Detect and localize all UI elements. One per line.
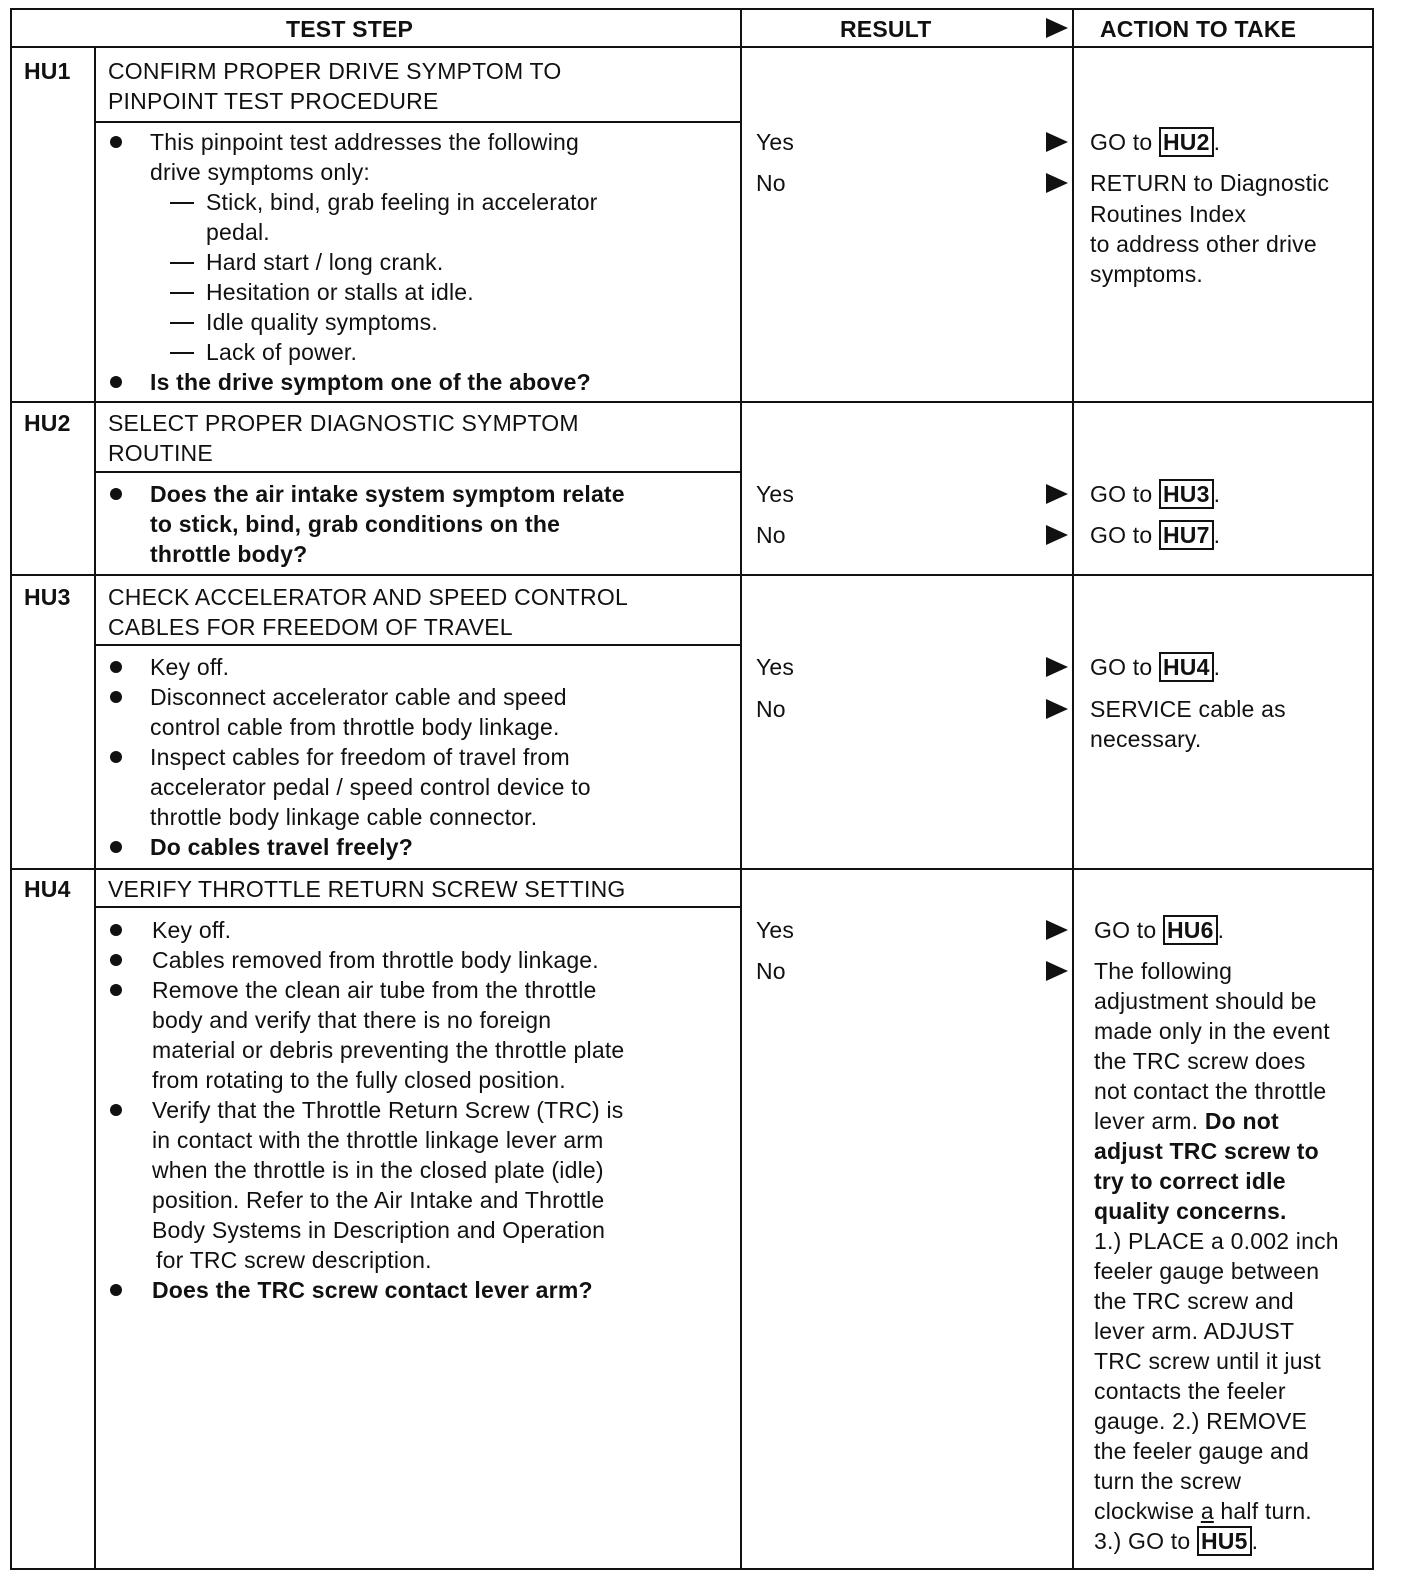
action-no-line: feeler gauge between xyxy=(1094,1258,1320,1284)
arrow-icon xyxy=(1046,484,1068,504)
arrow-icon xyxy=(1046,657,1068,677)
header-result: RESULT xyxy=(840,16,932,42)
instruction-line: drive symptoms only: xyxy=(150,159,371,185)
instruction-line: material or debris preventing the throttle plate xyxy=(152,1037,625,1063)
instruction-line: Body Systems in Description and Operation xyxy=(152,1217,606,1243)
header-test-step: TEST STEP xyxy=(286,16,414,42)
action-yes: GO to HU3 . xyxy=(1090,481,1221,507)
instruction-line: body and verify that there is no foreign xyxy=(152,1007,552,1033)
bullet-icon xyxy=(110,376,122,388)
result-column-rule xyxy=(740,8,742,1570)
symptom-line: Hard start / long crank. xyxy=(206,249,444,275)
arrow-icon xyxy=(1046,173,1068,193)
title-rule-hu3 xyxy=(94,644,742,646)
result-yes: Yes xyxy=(756,129,795,155)
result-no: No xyxy=(756,522,786,548)
step-id: HU1 xyxy=(24,58,71,84)
header-bottom-rule xyxy=(10,46,1374,48)
symptom-line: Hesitation or stalls at idle. xyxy=(206,279,474,305)
table-border-right xyxy=(1372,8,1374,1570)
step-id: HU3 xyxy=(24,584,71,610)
action-no-line: The following xyxy=(1094,958,1233,984)
instruction-line: position. Refer to the Air Intake and Throttle xyxy=(152,1187,605,1213)
dash-icon xyxy=(170,322,194,324)
dash-icon xyxy=(170,292,194,294)
result-yes: Yes xyxy=(756,654,795,680)
step-ref-link[interactable]: HU3 xyxy=(1159,479,1214,509)
step-title-line: CABLES FOR FREEDOM OF TRAVEL xyxy=(108,614,513,640)
symptom-line: Stick, bind, grab feeling in accelerator xyxy=(206,189,598,215)
instruction-line: Key off. xyxy=(150,654,230,680)
step-title-line: PINPOINT TEST PROCEDURE xyxy=(108,88,439,114)
instruction-line: from rotating to the fully closed position. xyxy=(152,1067,566,1093)
diagnostic-table xyxy=(10,8,1374,1570)
arrow-icon xyxy=(1046,920,1068,940)
instruction-line: accelerator pedal / speed control device to xyxy=(150,774,591,800)
step-ref-link[interactable]: HU6 xyxy=(1163,915,1218,945)
instruction-line: when the throttle is in the closed plate (idle) xyxy=(152,1157,604,1183)
question-line: Does the air intake system symptom relate xyxy=(150,481,625,507)
step-title-line: ROUTINE xyxy=(108,440,213,466)
action-no-line: turn the screw xyxy=(1094,1468,1242,1494)
action-no: GO to HU7 . xyxy=(1090,522,1221,548)
step-ref-link[interactable]: HU7 xyxy=(1159,520,1214,550)
step-ref-link[interactable]: HU5 xyxy=(1197,1526,1252,1556)
bullet-icon xyxy=(110,841,122,853)
action-no-warning-line: quality concerns. xyxy=(1094,1198,1287,1224)
table-border-top xyxy=(10,8,1374,10)
action-no-line: made only in the event xyxy=(1094,1018,1330,1044)
instruction-line: control cable from throttle body linkage. xyxy=(150,714,560,740)
action-no-line: clockwise a half turn. xyxy=(1094,1498,1312,1524)
bullet-icon xyxy=(110,1284,122,1296)
step-title: VERIFY THROTTLE RETURN SCREW SETTING xyxy=(108,876,626,902)
question-line: Do cables travel freely? xyxy=(150,834,414,860)
action-no-line: RETURN to Diagnostic xyxy=(1090,170,1330,196)
action-no-line: the feeler gauge and xyxy=(1094,1438,1310,1464)
action-no-line: to address other drive xyxy=(1090,231,1317,257)
bullet-icon xyxy=(110,136,122,148)
action-no-line: symptoms. xyxy=(1090,261,1203,287)
step-title-line: CHECK ACCELERATOR AND SPEED CONTROL xyxy=(108,584,628,610)
step-ref-link[interactable]: HU4 xyxy=(1159,652,1214,682)
header-action: ACTION TO TAKE xyxy=(1100,16,1297,42)
table-border-left xyxy=(10,8,12,1570)
instruction-line: for TRC screw description. xyxy=(156,1247,432,1273)
action-no-line: not contact the throttle xyxy=(1094,1078,1327,1104)
instruction-line: throttle body linkage cable connector. xyxy=(150,804,538,830)
arrow-icon xyxy=(1046,699,1068,719)
bullet-icon xyxy=(110,1104,122,1116)
title-rule-hu1 xyxy=(94,121,742,123)
action-no-line: Routines Index xyxy=(1090,201,1247,227)
bullet-icon xyxy=(110,751,122,763)
arrow-icon xyxy=(1046,525,1068,545)
bullet-icon xyxy=(110,488,122,500)
question-line: throttle body? xyxy=(150,541,308,567)
bullet-icon xyxy=(110,661,122,673)
action-no-line: lever arm. Do not xyxy=(1094,1108,1279,1134)
row-divider-hu4 xyxy=(10,868,1374,870)
instruction-line: Key off. xyxy=(152,917,232,943)
dash-icon xyxy=(170,202,194,204)
step-id: HU4 xyxy=(24,876,71,902)
action-no-warning-line: adjust TRC screw to xyxy=(1094,1138,1319,1164)
question-line: Does the TRC screw contact lever arm? xyxy=(152,1277,593,1303)
instruction-line: Inspect cables for freedom of travel from xyxy=(150,744,570,770)
result-no: No xyxy=(756,696,786,722)
symptom-line: Idle quality symptoms. xyxy=(206,309,438,335)
header-arrow-icon xyxy=(1046,18,1068,38)
result-yes: Yes xyxy=(756,917,795,943)
step-ref-link[interactable]: HU2 xyxy=(1159,127,1214,157)
dash-icon xyxy=(170,262,194,264)
action-no-final: 3.) GO to HU5 . xyxy=(1094,1528,1259,1554)
row-divider-hu3 xyxy=(10,574,1374,576)
instruction-line: This pinpoint test addresses the following xyxy=(150,129,580,155)
bullet-icon xyxy=(110,691,122,703)
result-no: No xyxy=(756,170,786,196)
action-no-line: necessary. xyxy=(1090,726,1202,752)
step-id: HU2 xyxy=(24,410,71,436)
action-no-line: gauge. 2.) REMOVE xyxy=(1094,1408,1308,1434)
result-yes: Yes xyxy=(756,481,795,507)
instruction-line: Remove the clean air tube from the throttle xyxy=(152,977,597,1003)
question-line: to stick, bind, grab conditions on the xyxy=(150,511,561,537)
question-line: Is the drive symptom one of the above? xyxy=(150,369,591,395)
action-yes: GO to HU2 . xyxy=(1090,129,1221,155)
action-no-line: lever arm. ADJUST xyxy=(1094,1318,1295,1344)
action-yes: GO to HU6 . xyxy=(1094,917,1225,943)
action-no-line: TRC screw until it just xyxy=(1094,1348,1321,1374)
dash-icon xyxy=(170,352,194,354)
symptom-line: pedal. xyxy=(206,219,270,245)
action-no-line: SERVICE cable as xyxy=(1090,696,1286,722)
action-no-warning-line: try to correct idle xyxy=(1094,1168,1286,1194)
title-rule-hu2 xyxy=(94,471,742,473)
result-no: No xyxy=(756,958,786,984)
arrow-icon xyxy=(1046,961,1068,981)
instruction-line: Disconnect accelerator cable and speed xyxy=(150,684,567,710)
instruction-line: in contact with the throttle linkage lever arm xyxy=(152,1127,604,1153)
action-no-line: 1.) PLACE a 0.002 inch xyxy=(1094,1228,1339,1254)
table-border-bottom xyxy=(10,1568,1374,1570)
instruction-line: Verify that the Throttle Return Screw (TRC) is xyxy=(152,1097,624,1123)
row-divider-hu2 xyxy=(10,401,1374,403)
action-column-rule xyxy=(1072,8,1074,1570)
bullet-icon xyxy=(110,924,122,936)
action-no-line: the TRC screw and xyxy=(1094,1288,1294,1314)
step-title-line: SELECT PROPER DIAGNOSTIC SYMPTOM xyxy=(108,410,579,436)
action-no-line: the TRC screw does xyxy=(1094,1048,1306,1074)
step-title-line: CONFIRM PROPER DRIVE SYMPTOM TO xyxy=(108,58,562,84)
action-no-line: adjustment should be xyxy=(1094,988,1317,1014)
title-rule-hu4 xyxy=(94,906,742,908)
instruction-line: Cables removed from throttle body linkage. xyxy=(152,947,599,973)
symptom-line: Lack of power. xyxy=(206,339,358,365)
action-yes: GO to HU4 . xyxy=(1090,654,1221,680)
arrow-icon xyxy=(1046,132,1068,152)
bullet-icon xyxy=(110,954,122,966)
step-id-column-rule xyxy=(94,46,96,1568)
bullet-icon xyxy=(110,984,122,996)
action-no-line: contacts the feeler xyxy=(1094,1378,1286,1404)
